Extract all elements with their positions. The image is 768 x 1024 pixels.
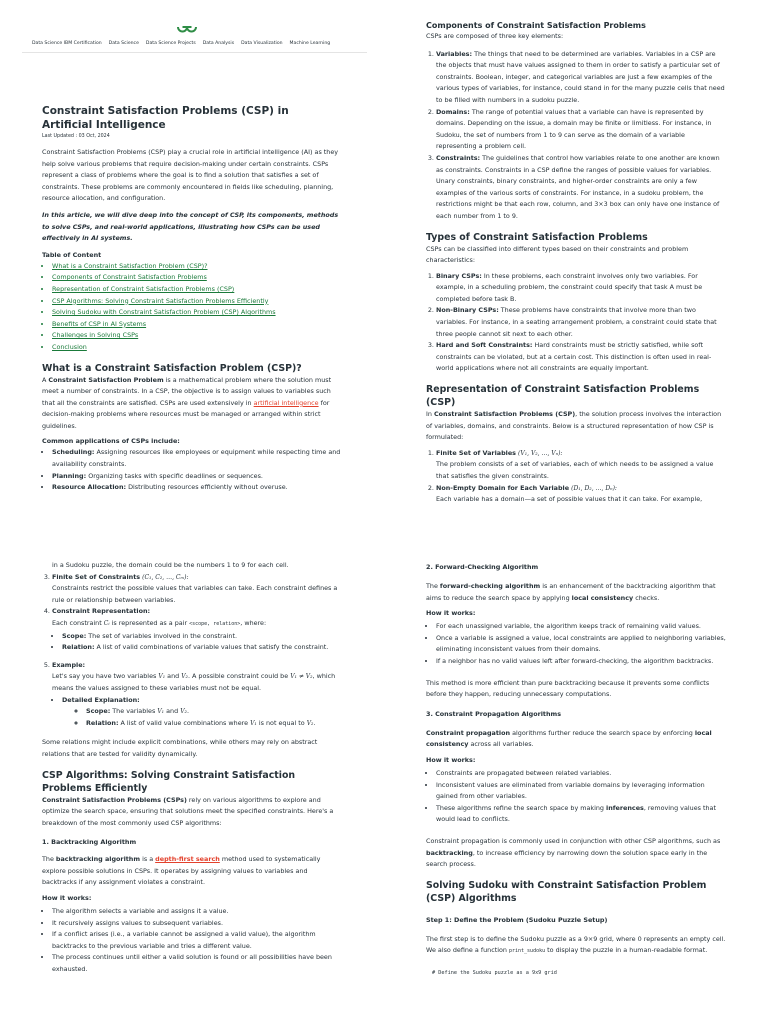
list-item [52, 447, 342, 470]
text: These problems have constraints that involve more than two variables. For instance, in a seating arrangement problem, a constraint could state that three people cannot sit next to each other. [436, 306, 717, 338]
text: Let's say you have two variables [52, 672, 159, 681]
list-item: • Constraints are propagated between related variables. [436, 768, 726, 780]
list-item [52, 482, 342, 494]
list-item: • If a neighbor has no valid values left after forward-checking, the algorithm backtracks. [436, 656, 726, 668]
toc-link[interactable]: Components of Constraint Satisfaction Problems [52, 273, 207, 282]
list-item: • Once a variable is assigned a value, local constraints are applied to neighboring variables, eliminating inconsistent values from their domains. [436, 633, 726, 656]
dfs-link[interactable]: depth-first search [155, 855, 220, 864]
text: The [42, 855, 56, 864]
section-heading-sudoku: Solving Sudoku with Constraint Satisfaction Problem (CSP) Algorithms [426, 879, 707, 904]
list-item: • The process continues until either a valid solution is found or all possibilities have been exhausted. [52, 952, 342, 975]
text: algorithms further reduce the search space by enforcing [510, 728, 695, 737]
math-expression: V₁ [157, 708, 165, 716]
list-item [62, 631, 342, 643]
forward-checking-heading: 2. Forward-Checking Algorithm [426, 563, 539, 571]
bold-term: Hard and Soft Constraints: [436, 341, 533, 350]
types-intro: CSPs can be classified into different types based on their constraints and problem characteristics: [426, 244, 689, 265]
math-expression: (C₁, C₂, …, Cₘ): [142, 573, 189, 581]
page-title: Constraint Satisfaction Problems (CSP) in Artificial Intelligence [42, 105, 289, 131]
backtracking-heading: 1. Backtracking Algorithm [42, 838, 137, 847]
math-expression: V₂ [180, 708, 187, 716]
how-it-works-label: How it works: [42, 894, 92, 903]
text: Hard constraints must be strictly satisfied, while soft constraints can be violated, but at a certain cost. This distinction is often used in real-world applications where not all constraints are equally important. [436, 341, 712, 373]
text: is a mathematical problem where the solution must meet a number of constraints. In a CSP, the objective is to assign values to variables such that all the constraints are satisfied. CSPs are used extensively in [42, 375, 332, 407]
list-item [436, 271, 726, 306]
backtracking-steps [42, 906, 342, 976]
text: A list of valid value combinations where [118, 718, 251, 727]
propagation-steps [426, 768, 726, 826]
text: is a [140, 855, 156, 864]
bold-term: Constraint Satisfaction Problems (CSPs) [42, 795, 187, 804]
text: , to increase efficiency by narrowing down the solution space early in the search process. [426, 848, 708, 869]
text: rely on various algorithms to explore and optimize the search space, ensuring that solutions meet the specified constraints. Here's a breakdown of the most commonly used CSP algorithms: [42, 795, 334, 827]
list-item [436, 153, 726, 223]
toc-link[interactable]: Challenges in Solving CSPs [52, 331, 139, 340]
math-expression: (D₁, D₂, …, Dₙ): [571, 484, 617, 492]
bold-term: inferences [606, 803, 644, 812]
text: to display the puzzle in a human-readable format. [545, 946, 708, 955]
list-item [436, 483, 726, 506]
math-expression: (V₁, V₂, …, Vₙ): [518, 449, 563, 457]
algorithms-intro [42, 795, 342, 830]
page-section-2 [384, 0, 768, 512]
bold-term: Variables: [436, 49, 473, 58]
list-item [436, 107, 726, 153]
bold-term: Detailed Explanation: [62, 695, 140, 704]
list-item [436, 49, 726, 107]
list-item [52, 606, 342, 653]
text: A list of valid combinations of variable values that satisfy the constraint. [94, 643, 329, 652]
text: method used to systematically explore possible solutions in CSPs. It operates by assigning values to variables and backtracks if any assignment violates a constraint. [42, 855, 321, 887]
section-heading-what-is-csp: What is a Constraint Satisfaction Problem (CSP)? [42, 362, 302, 374]
text: Constraints restrict the possible values that variables can take. Each constraint defines a rule or relationship between variables. [52, 584, 338, 604]
bold-term: local consistency [426, 728, 712, 749]
bold-term: Constraints: [436, 153, 481, 162]
applications-list [42, 447, 342, 493]
propagation-paragraph [426, 728, 726, 751]
toc-link[interactable]: What is a Constraint Satisfaction Problem (CSP)? [52, 261, 208, 270]
bold-term: Binary CSPs: [436, 271, 482, 280]
code-block-line: # Define the Sudoku puzzle as a 9x9 grid [432, 969, 557, 976]
text: and [165, 672, 182, 681]
text: Assigning resources like employees or equipment while respecting time and availability constraints. [52, 448, 341, 469]
text: , the solution process involves the interaction of variables, domains, and constraints. Below is a structured representation of how CSP is formulated: [426, 410, 722, 442]
text: . A possible constraint could be [187, 672, 291, 681]
bold-term: Finite Set of Constraints [52, 572, 141, 581]
text: Distributing resources efficiently without overuse. [126, 483, 288, 492]
nav-item[interactable]: Data Science [108, 41, 139, 46]
intro-paragraph: Constraint Satisfaction Problems (CSP) play a crucial role in artificial intelligence (AI) as they help solve various problems that require decision-making under certain constraints. CSPs represent a class of problems where the goal is to find a solution that satisfies a set of constraints. These problems are commonly encountered in fields like scheduling, planning, resource allocation, and configuration. [42, 148, 339, 203]
types-list [426, 271, 726, 375]
text: The first step is to define the Sudoku puzzle as a 9×9 grid, where 0 represents an empty cell. We also define a function [426, 934, 726, 955]
bold-term: Relation: [62, 643, 95, 652]
math-expression: V₂ [181, 673, 188, 681]
section-heading-representation: Representation of Constraint Satisfaction Problems (CSP) [426, 384, 700, 409]
text: A [42, 375, 49, 384]
bold-term: Domains: [436, 107, 470, 116]
bold-term: Constraint Satisfaction Problem [48, 375, 164, 384]
forward-checking-steps [426, 621, 726, 667]
nav-item[interactable]: Data Science IBM Certification [32, 41, 102, 46]
math-expression: V₂ [306, 719, 314, 727]
text: . [313, 718, 316, 727]
constraint-sublist [52, 631, 342, 654]
text: In [426, 410, 434, 419]
text: In these problems, each constraint involves only two variables. For example, in a scheduling problem, the constraint could specify that task A must be completed before task B. [436, 271, 703, 303]
text: . [186, 707, 189, 716]
text: Each variable has a domain—a set of possible values that it can take. For example, [436, 495, 703, 504]
list-item [52, 660, 342, 730]
list-item [436, 803, 726, 826]
text: Each constraint [52, 618, 104, 627]
applications-heading: Common applications of CSPs include: [42, 437, 180, 446]
text: and [164, 707, 181, 716]
bold-term: Planning: [52, 471, 87, 480]
ai-link[interactable]: artificial intelligence [253, 398, 319, 407]
section-heading-components: Components of Constraint Satisfaction Problems [426, 21, 646, 30]
text: Organizing tasks with specific deadlines or sequences. [86, 471, 263, 480]
list-item: • For each unassigned variable, the algorithm keeps track of remaining valid values. [436, 621, 726, 633]
text: is not equal to [256, 718, 307, 727]
toc-link[interactable]: CSP Algorithms: Solving Constraint Satisfaction Problems Efficiently [52, 296, 269, 305]
text: Constraint propagation is commonly used in conjunction with other CSP algorithms, such as [426, 836, 721, 845]
toc-title: Table of Content [42, 250, 102, 259]
bold-term: backtracking [426, 848, 473, 857]
section-heading-algorithms: CSP Algorithms: Solving Constraint Satisfaction Problems Efficiently [42, 769, 296, 794]
step1-paragraph [426, 934, 726, 958]
representation-list [426, 448, 726, 506]
bold-term: Scope: [62, 631, 87, 640]
text: The variables [110, 707, 158, 716]
page-section-1 [0, 0, 384, 512]
math-expression: V₁ [158, 673, 166, 681]
top-nav [32, 41, 330, 46]
text: for decision-making problems where resources must be managed or arranged within strict guidelines. [42, 398, 330, 430]
propagation-heading: 3. Constraint Propagation Algorithms [426, 709, 561, 718]
inline-code: <scope, relation> [189, 620, 241, 627]
text: The set of variables involved in the constraint. [86, 631, 238, 640]
gfg-logo-icon[interactable] [176, 20, 198, 34]
list-item: • It recursively assigns values to subsequent variables. [52, 918, 342, 930]
list-item [436, 448, 726, 483]
bold-term: Scheduling: [52, 448, 95, 457]
bold-term: Scope: [86, 707, 111, 716]
list-item [86, 718, 342, 730]
list-item: • If a conflict arises (i.e., a variable cannot be assigned a valid value), the algorithm backtracks to the previous variable and tries a different value. [52, 929, 342, 952]
section-heading-types: Types of Constraint Satisfaction Problems [426, 231, 648, 243]
list-item [436, 305, 726, 340]
bold-term: Constraint Representation: [52, 607, 151, 616]
domain-continuation: in a Sudoku puzzle, the domain could be the numbers 1 to 9 for each cell. [52, 561, 289, 569]
bold-term: forward-checking algorithm [439, 582, 541, 590]
bold-term: Finite Set of Variables [436, 448, 516, 457]
components-intro: CSPs are composed of three key elements: [426, 32, 564, 40]
toc-link[interactable]: Solving Sudoku with Constraint Satisfaction Problem (CSP) Algorithms [52, 308, 276, 317]
inline-code: print_sudoku [508, 948, 546, 955]
representation-intro [426, 409, 726, 444]
bold-term: local consistency [571, 593, 634, 602]
text: across all variables. [468, 740, 534, 749]
nav-item[interactable]: Data Visualization [241, 41, 283, 46]
math-expression: V₁ ≠ V₂ [290, 673, 313, 681]
toc-link[interactable]: Conclusion [52, 342, 87, 351]
list-item [52, 471, 342, 483]
list-item [52, 572, 342, 607]
list-item [436, 340, 726, 375]
intro-italic: In this article, we will dive deep into the concept of CSP, its components, methods to solve CSPs, and real-world applications, illustrating how CSPs can be used effectively in AI systems. [42, 210, 339, 243]
text: checks. [633, 593, 660, 602]
list-item: • Inconsistent values are eliminated from variable domains by leveraging information gained from other variables. [436, 780, 726, 803]
text: The things that need to be determined are variables. Variables in a CSP are the objects that must have values assigned to them in order to satisfy a particular set of constraints. Boolean, integer, and categorical variables are just a few examples of the various types of variables, for instance, could stand in for the many puzzle cells that need to be filled with numbers in a sudoku puzzle. [436, 49, 725, 104]
text: , where: [240, 618, 267, 627]
nav-item[interactable]: Data Science Projects [145, 41, 196, 46]
bold-term: Constraint propagation [426, 728, 511, 737]
text: is an enhancement of the backtracking algorithm that aims to reduce the search space by applying [426, 582, 716, 602]
how-it-works-label: How it works: [426, 755, 476, 764]
text: The guidelines that control how variables relate to one another are known as constraints. Constraints in a CSP define the ranges of possible values for variables. Unary constraints, binary constraints, and higher-order constraints are only a few examples of the various sorts of constraints. For instance, in a sudoku problem, the restrictions might be that each row, column, and 3×3 box can only have one instance of each number from 1 to 9. [436, 153, 720, 220]
text: is represented as a pair [109, 618, 190, 627]
representation-list-cont [42, 572, 342, 730]
step1-heading: Step 1: Define the Problem (Sudoku Puzzle Setup) [426, 915, 608, 924]
nav-divider [22, 52, 367, 53]
propagation-outro [426, 836, 726, 871]
list-item [62, 695, 342, 730]
backtracking-paragraph [42, 854, 342, 889]
toc-link[interactable]: Representation of Constraint Satisfaction Problems (CSP) [52, 284, 235, 293]
example-sublist [52, 695, 342, 730]
bold-term: backtracking algorithm [55, 855, 141, 864]
list-item: • The algorithm selects a variable and assigns it a value. [52, 906, 342, 918]
forward-checking-outro: This method is more efficient than pure backtracking because it prevents some conflicts before they happen, reducing unnecessary computations. [426, 678, 710, 699]
text: The problem consists of a set of variables, each of which needs to be assigned a value that satisfies the given constraints. [436, 460, 714, 480]
last-updated: Last Updated : 03 Oct, 2024 [42, 134, 110, 139]
forward-checking-paragraph [426, 581, 726, 604]
list-item [86, 706, 342, 718]
bold-term: Non-Empty Domain for Each Variable [436, 483, 570, 492]
toc-link[interactable]: Benefits of CSP in AI Systems [52, 319, 147, 328]
components-list [426, 49, 726, 223]
what-is-paragraph [42, 375, 342, 433]
how-it-works-label: How it works: [426, 609, 476, 618]
nav-item[interactable]: Machine Learning [289, 41, 331, 46]
text: , which means the values assigned to these variables must not be equal. [52, 672, 336, 692]
nav-item[interactable]: Data Analysis [202, 41, 235, 46]
relations-note: Some relations might include explicit combinations, while others may rely on abstract relations that are tested for validity dynamically. [42, 738, 318, 758]
math-expression: Cᵢ [103, 619, 110, 627]
table-of-contents [42, 261, 342, 354]
bold-term: Resource Allocation: [52, 483, 127, 492]
page-section-4 [384, 512, 768, 1024]
bold-term: Relation: [86, 718, 119, 727]
detail-sublist [62, 706, 342, 729]
text: These algorithms refine the search space by making [436, 803, 607, 812]
page-section-3 [0, 512, 384, 1024]
text: The [426, 582, 440, 590]
list-item [62, 642, 342, 654]
bold-term: Constraint Satisfaction Problems (CSP) [433, 410, 576, 419]
bold-term: Non-Binary CSPs: [436, 306, 499, 315]
text: , removing values that would lead to conflicts. [436, 803, 716, 824]
math-expression: V₁ [250, 719, 257, 727]
bold-term: Example: [52, 660, 86, 669]
text: The range of potential values that a variable can have is represented by domains. Depending on the issue, a domain may be finite or limitless. For instance, in Sudoku, the set of numbers from 1 to 9 can serve as the domain of a variable representing a problem cell. [436, 107, 712, 151]
